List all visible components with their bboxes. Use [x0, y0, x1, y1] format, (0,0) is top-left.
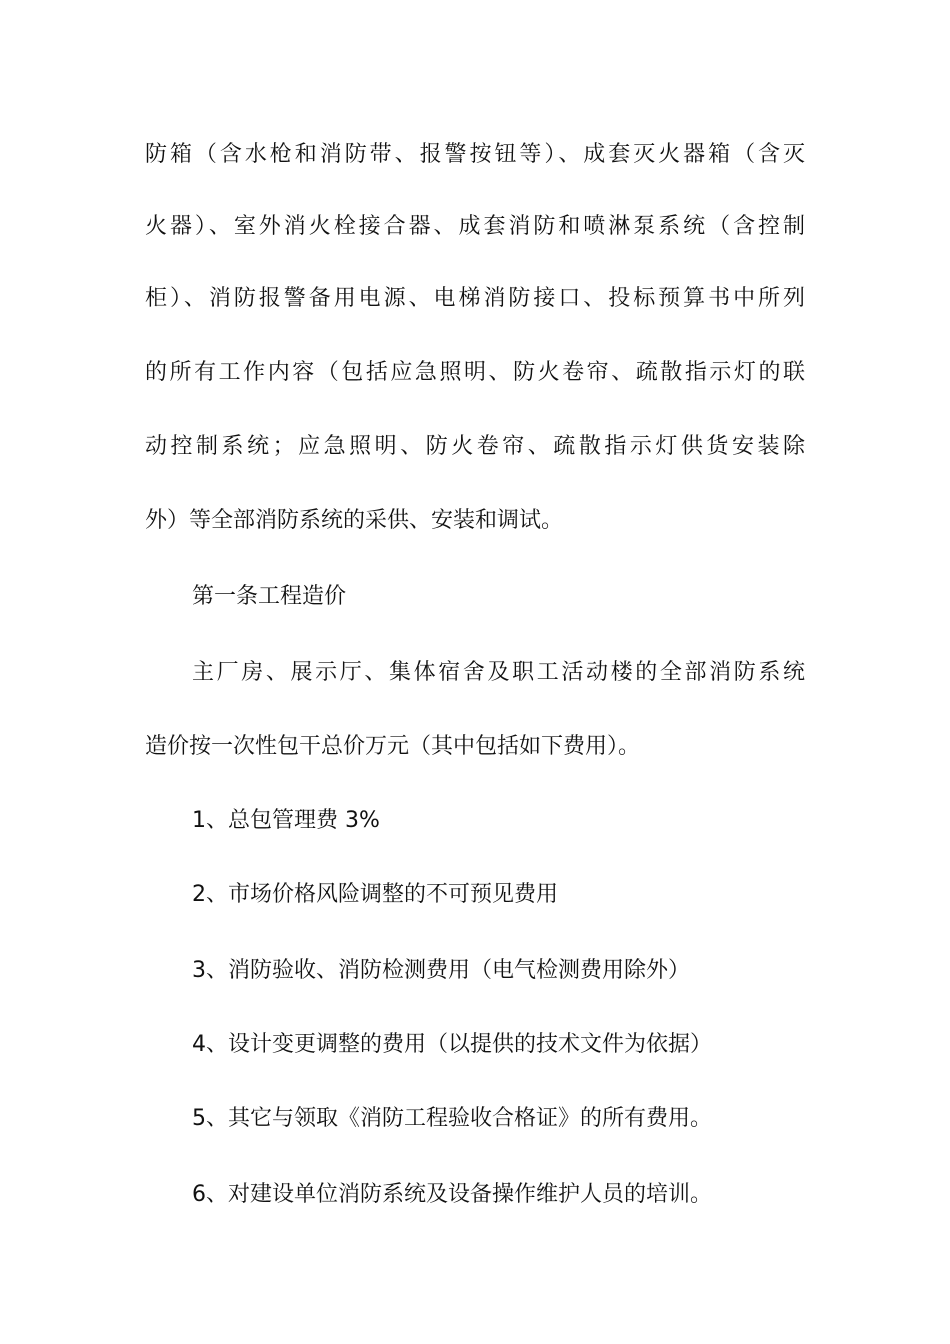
paragraph-2-line-1: 主厂房、展示厅、集体宿舍及职工活动楼的全部消防系统: [192, 660, 805, 685]
paragraph-1-line-6: 外）等全部消防系统的采供、安装和调试。: [145, 508, 564, 533]
paragraph-1-line-5: 动控制系统；应急照明、防火卷帘、疏散指示灯供货安装除: [145, 434, 805, 459]
fee-item-4: 4、设计变更调整的费用（以提供的技术文件为依据）: [192, 1032, 712, 1057]
paragraph-2-line-2: 造价按一次性包干总价万元（其中包括如下费用）。: [145, 734, 641, 759]
fee-item-1: 1、总包管理费 3%: [192, 808, 380, 833]
paragraph-1-line-4: 的所有工作内容（包括应急照明、防火卷帘、疏散指示灯的联: [145, 360, 805, 385]
fee-item-5: 5、其它与领取《消防工程验收合格证》的所有费用。: [192, 1106, 712, 1131]
paragraph-1-line-2: 火器）、室外消火栓接合器、成套消防和喷淋泵系统（含控制: [145, 214, 805, 239]
fee-item-2: 2、市场价格风险调整的不可预见费用: [192, 882, 558, 907]
fee-item-6: 6、对建设单位消防系统及设备操作维护人员的培训。: [192, 1182, 712, 1207]
paragraph-1-line-1: 防箱（含水枪和消防带、报警按钮等）、成套灭火器箱（含灭: [145, 142, 805, 167]
fee-item-3: 3、消防验收、消防检测费用（电气检测费用除外）: [192, 958, 690, 983]
paragraph-1-line-3: 柜）、消防报警备用电源、电梯消防接口、投标预算书中所列: [145, 286, 805, 311]
section-heading: 第一条工程造价: [192, 584, 347, 609]
